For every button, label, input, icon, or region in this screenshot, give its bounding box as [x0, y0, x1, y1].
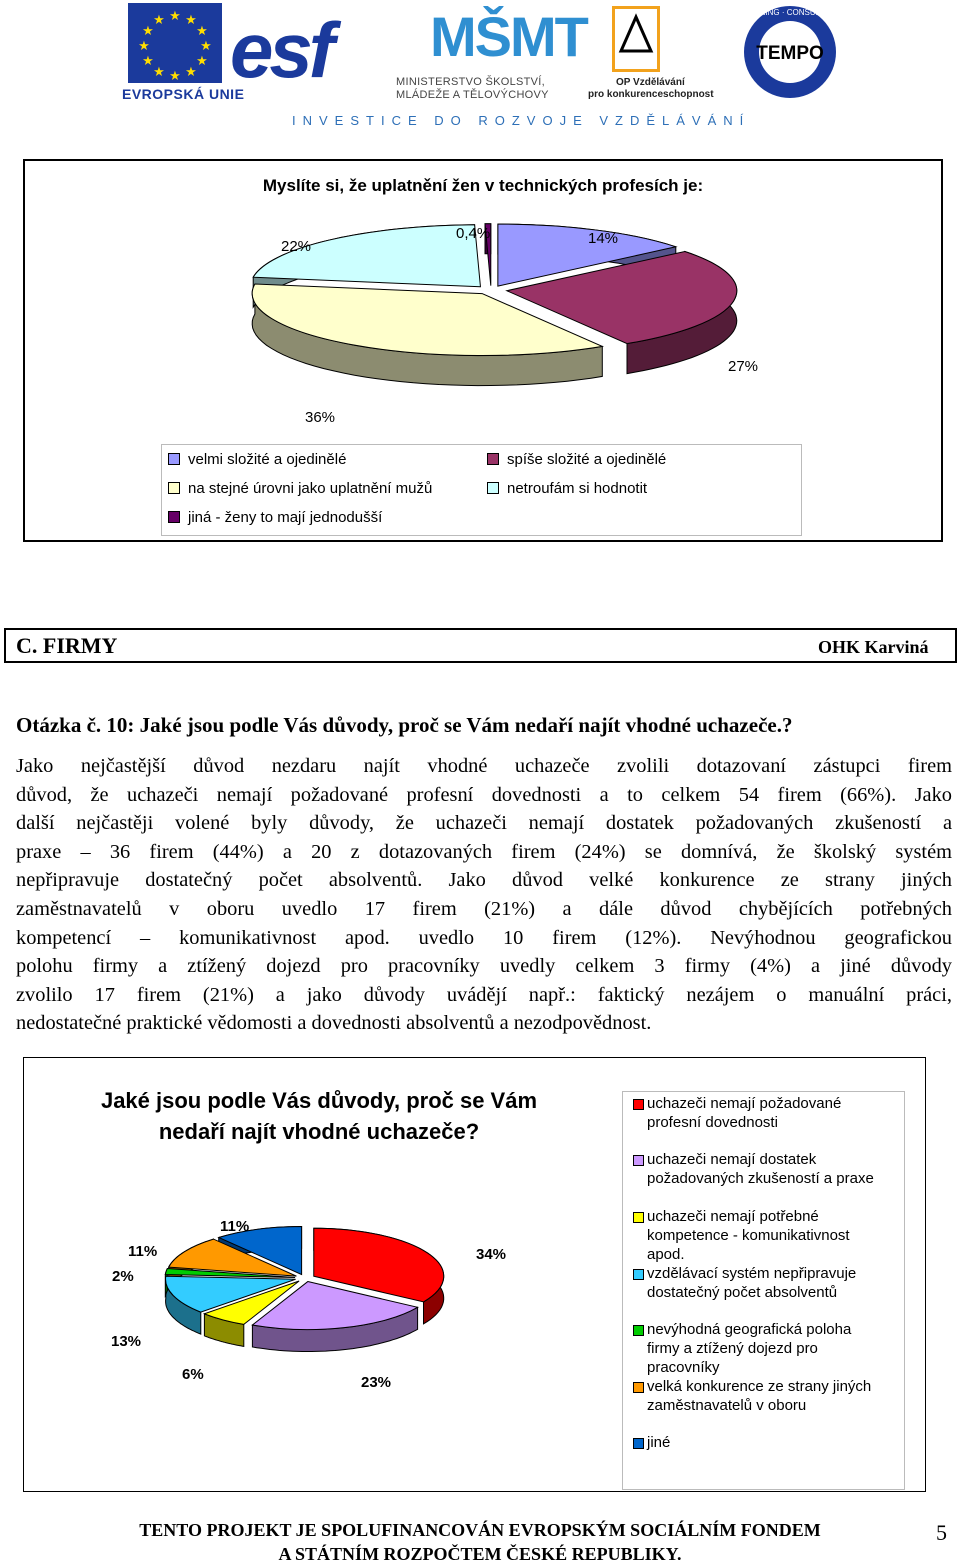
chart1-title: Myslíte si, že uplatnění žen v technických profesích je: — [262, 176, 704, 195]
chart2-slice-label: 11% — [220, 1218, 250, 1235]
chart1-slice-label: 27% — [728, 358, 759, 375]
chart1-slice-label: 36% — [305, 409, 336, 426]
chart1-slice-label: 14% — [588, 230, 619, 247]
svg-text:★: ★ — [138, 39, 150, 54]
svg-text:★: ★ — [185, 65, 197, 80]
chart2-title: Jaké jsou podle Vás důvody, proč se Vám nedaří najít vhodné uchazeče? — [100, 1088, 538, 1144]
legend-item: na stejné úrovni jako uplatnění mužů — [168, 480, 432, 497]
op-name: OP Vzdělávání pro konkurenceschopnost — [588, 77, 714, 100]
paragraph-line: důvod, že uchazeči nemají požadované profesní dovednosti a to celkem 54 firem (66%). Jako — [16, 783, 952, 806]
esf-logo: esf — [230, 6, 331, 94]
paragraph-line: praxe – 36 firem (44%) a 20 z dotazovaných firem (24%) se domnívá, že školský systém — [16, 840, 952, 863]
msmt-name: MINISTERSTVO ŠKOLSTVÍ, MLÁDEŽE A TĚLOVÝCHOVY — [396, 76, 549, 101]
paragraph-line: polohu firmy a ztížený dojezd pro pracovníky uvedly celkem 3 firmy (4%) a jiné důvody — [16, 955, 952, 978]
svg-text:★: ★ — [185, 13, 197, 28]
legend-item: spíše složité a ojedinělé — [487, 451, 666, 468]
page-number: 5 — [936, 1520, 947, 1545]
paragraph-line: nedostatečné praktické vědomosti a dovednosti absolventů a nezodpovědnost. — [16, 1012, 652, 1035]
legend-item: uchazeči nemají potřebné kompetence - komunikativnost apod. — [647, 1207, 850, 1264]
tempo-name: TEMPO — [756, 43, 824, 64]
eu-label: EVROPSKÁ UNIE — [122, 86, 245, 102]
chart2-slice-label: 13% — [111, 1333, 142, 1350]
chart1-legend — [161, 444, 802, 536]
legend-item: velká konkurence ze strany jiných zaměstnavatelů v oboru — [647, 1377, 871, 1415]
question-heading: Otázka č. 10: Jaké jsou podle Vás důvody, proč se Vám nedaří najít vhodné uchazeče.? — [16, 713, 793, 737]
svg-text:★: ★ — [196, 54, 208, 69]
tempo-logo — [742, 2, 842, 107]
footer: TENTO PROJEKT JE SPOLUFINANCOVÁN EVROPSKÝM SOCIÁLNÍM FONDEM A STÁTNÍM ROZPOČTEM ČESKÉ REPUBLIKY. — [139, 1520, 821, 1564]
svg-text:★: ★ — [142, 54, 154, 69]
chart2-slice-label: 2% — [112, 1268, 134, 1285]
legend-item: uchazeči nemají dostatek požadovaných zkušeností a praxe — [647, 1150, 874, 1188]
section-title: C. FIRMY — [16, 633, 118, 658]
legend-item: netroufám si hodnotit — [487, 480, 647, 497]
paragraph-line: Jako nejčastější důvod nezdaru najít vhodné uchazeče zvolili dotazovaní zástupci firem — [16, 755, 952, 777]
paragraph-line: další nejčastěji volené byly důvody, že uchazeči nemají dostatek požadovaných zkušeností a — [16, 812, 952, 835]
paragraph-line: zvolilo 17 firem (21%) a jako důvody uvádějí např.: faktický nezájem o manuální práci, — [16, 983, 952, 1006]
legend-item: jiné — [647, 1433, 670, 1452]
chart2-slice-label: 34% — [476, 1246, 507, 1263]
svg-text:★: ★ — [169, 9, 181, 24]
legend-item: vzdělávací systém nepřipravuje dostatečný počet absolventů — [647, 1264, 856, 1302]
section-org: OHK Karviná — [818, 637, 929, 657]
chart2-slice-label: 6% — [182, 1366, 204, 1383]
svg-text:★: ★ — [196, 24, 208, 39]
eu-flag-logo — [128, 3, 222, 83]
paragraph-line: zaměstnavatelů v oboru uvedlo 17 firem (21%) a dále důvod chybějících potřebných — [16, 897, 952, 920]
eu-stars-icon — [128, 3, 222, 83]
chart2-slice-label: 23% — [361, 1374, 392, 1391]
chart1-slice-label: 0,4% — [456, 225, 491, 242]
svg-text:★: ★ — [153, 65, 165, 80]
chart2-slice-label: 11% — [128, 1243, 158, 1260]
legend-item: jiná - ženy to mají jednodušší — [168, 509, 382, 526]
svg-text:★: ★ — [142, 24, 154, 39]
chart1-slice-label: 22% — [281, 238, 312, 255]
slogan: INVESTICE DO ROZVOJE VZDĚLÁVÁNÍ — [292, 113, 751, 128]
svg-text:★: ★ — [200, 39, 212, 54]
paragraph-line: nepřipravuje dostatečný počet absolventů. Jako důvod velké konkurence ze strany jiných — [16, 869, 952, 892]
op-logo-icon — [612, 6, 660, 72]
legend-item: uchazeči nemají požadované profesní dovednosti — [647, 1094, 841, 1132]
section-bar — [4, 628, 957, 663]
pie-slice — [253, 225, 480, 287]
legend-item: nevýhodná geografická poloha firmy a ztížený dojezd pro pracovníky — [647, 1320, 851, 1377]
legend-item: velmi složité a ojedinělé — [168, 451, 346, 468]
svg-text:★: ★ — [153, 13, 165, 28]
body-paragraph — [16, 752, 952, 1038]
msmt-logo: MŠMT — [430, 5, 587, 68]
chart2-pie — [100, 1200, 520, 1380]
svg-text:★: ★ — [169, 69, 181, 83]
paragraph-line: kompetencí – komunikativnost apod. uvedlo 10 firem (12%). Nevýhodnou geografickou — [16, 926, 952, 949]
tempo-ring-text: TRAINING · CONSULTING — [742, 8, 839, 17]
